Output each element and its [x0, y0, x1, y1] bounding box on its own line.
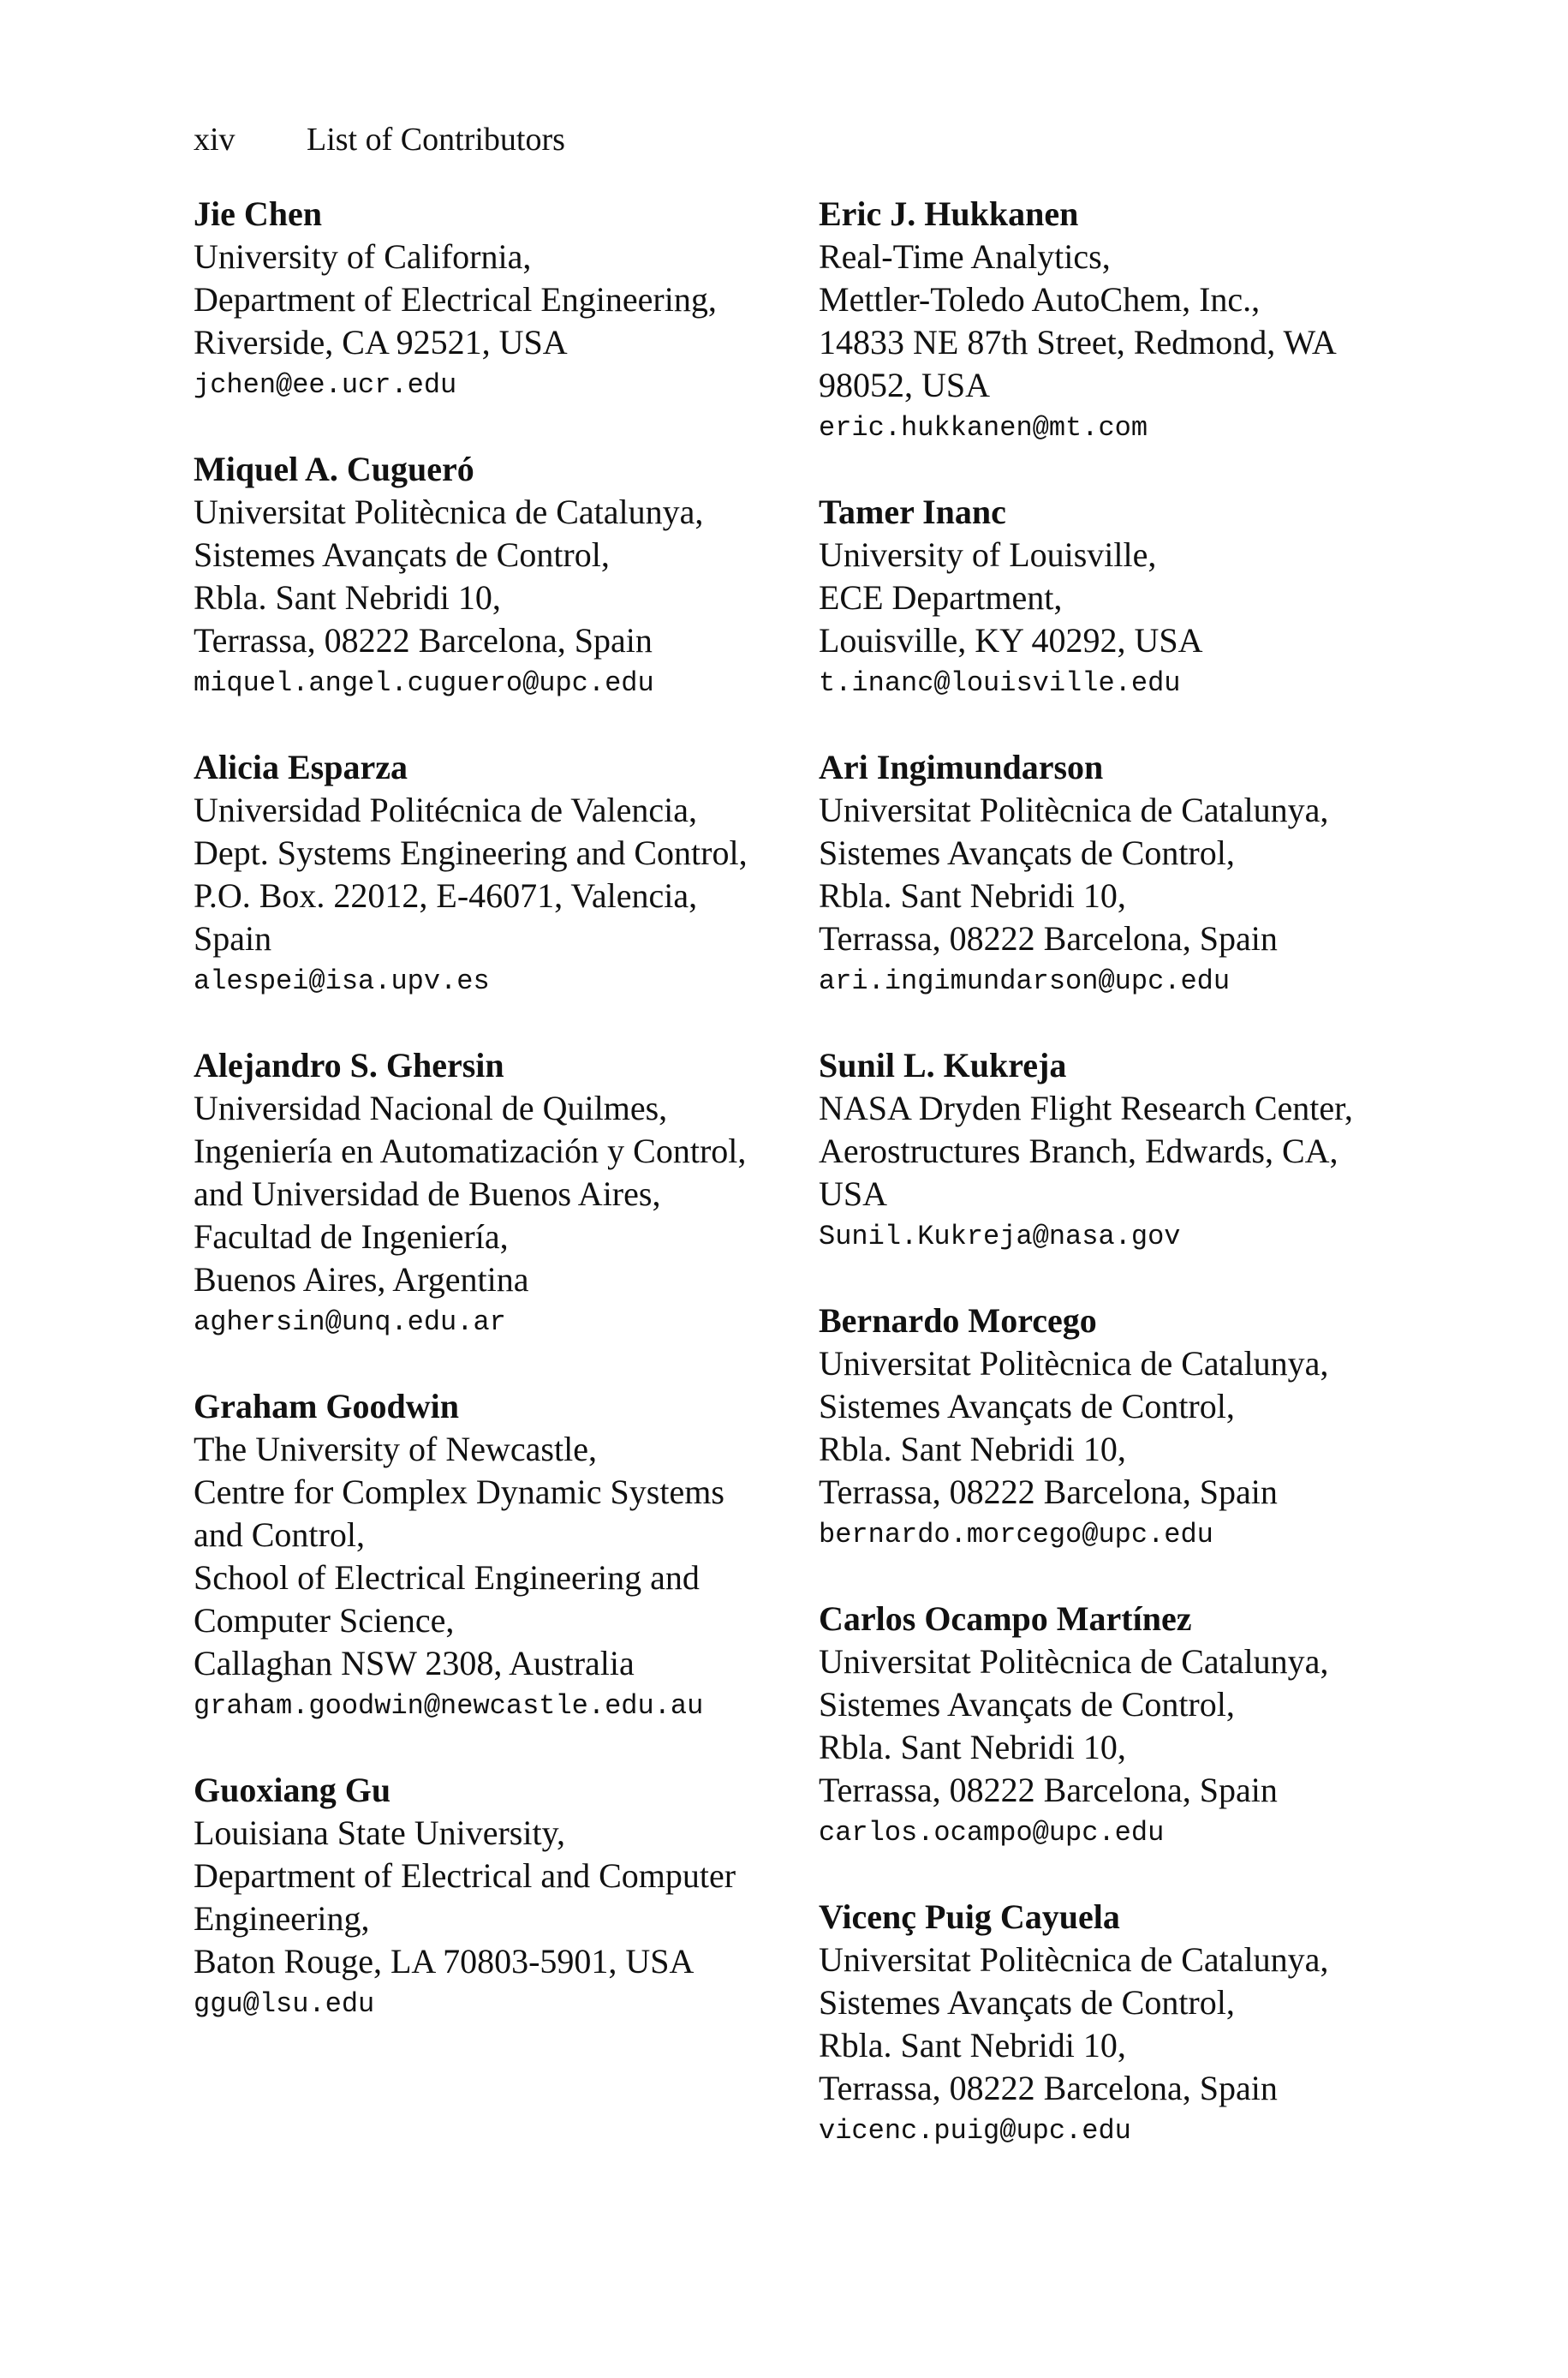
- contributor-affiliation-line: Department of Electrical Engineering,: [194, 280, 717, 319]
- contributor-affiliation-line: Universitat Politècnica de Catalunya,: [819, 1344, 1329, 1383]
- page-number: xiv: [194, 122, 235, 158]
- contributor-affiliation-line: Ingeniería en Automatización y Control,: [194, 1132, 747, 1170]
- contributor-affiliation-line: School of Electrical Engineering and: [194, 1558, 700, 1597]
- contributor-affiliation-line: Mettler-Toledo AutoChem, Inc.,: [819, 280, 1261, 319]
- contributor-affiliation-line: 98052, USA: [819, 366, 991, 404]
- contributor-affiliation-line: Terrassa, 08222 Barcelona, Spain: [194, 621, 653, 660]
- contributor-email: graham.goodwin@newcastle.edu.au: [194, 1690, 704, 1722]
- contributor-name: Carlos Ocampo Martínez: [819, 1599, 1192, 1638]
- contributor-email: ari.ingimundarson@upc.edu: [819, 965, 1231, 997]
- contributor-affiliation-line: Buenos Aires, Argentina: [194, 1260, 529, 1299]
- contributor-affiliation-line: University of Louisville,: [819, 535, 1157, 574]
- contributor-email: t.inanc@louisville.edu: [819, 667, 1181, 699]
- contributor-affiliation-line: Spain: [194, 919, 272, 958]
- contributor-affiliation-line: The University of Newcastle,: [194, 1430, 597, 1468]
- contributor-entry: [194, 1044, 819, 1344]
- contributor-affiliation-line: Louisville, KY 40292, USA: [819, 621, 1203, 660]
- contributor-affiliation-line: Baton Rouge, LA 70803-5901, USA: [194, 1942, 695, 1981]
- contributor-affiliation-line: Terrassa, 08222 Barcelona, Spain: [819, 2069, 1278, 2107]
- contributor-name: Graham Goodwin: [194, 1387, 460, 1425]
- contributor-affiliation-line: NASA Dryden Flight Research Center,: [819, 1089, 1353, 1127]
- contributor-affiliation-line: and Control,: [194, 1515, 365, 1554]
- contributor-name: Tamer Inanc: [819, 493, 1006, 531]
- contributor-affiliation-line: 14833 NE 87th Street, Redmond, WA: [819, 323, 1337, 361]
- contributor-name: Vicenç Puig Cayuela: [819, 1897, 1120, 1936]
- contributor-email: Sunil.Kukreja@nasa.gov: [819, 1221, 1181, 1252]
- contributor-name: Miquel A. Cugueró: [194, 450, 474, 488]
- contributor-affiliation-line: Callaghan NSW 2308, Australia: [194, 1644, 635, 1682]
- contributor-affiliation-line: USA: [819, 1174, 888, 1213]
- contributor-email: aghersin@unq.edu.ar: [194, 1306, 506, 1338]
- contributor-name: Guoxiang Gu: [194, 1771, 391, 1809]
- contributor-affiliation-line: Sistemes Avançats de Control,: [819, 1983, 1235, 2022]
- contributor-affiliation-line: Sistemes Avançats de Control,: [819, 833, 1235, 872]
- contributor-email: miquel.angel.cuguero@upc.edu: [194, 667, 654, 699]
- contributor-affiliation-line: Terrassa, 08222 Barcelona, Spain: [819, 919, 1278, 958]
- contributor-affiliation-line: Rbla. Sant Nebridi 10,: [194, 578, 501, 617]
- contributor-affiliation-line: Universitat Politècnica de Catalunya,: [819, 1940, 1329, 1979]
- contributor-affiliation-line: Terrassa, 08222 Barcelona, Spain: [819, 1473, 1278, 1511]
- contributor-affiliation-line: Engineering,: [194, 1899, 370, 1938]
- contributor-entry: [819, 1300, 1444, 1556]
- contributor-affiliation-line: Universitat Politècnica de Catalunya,: [819, 1642, 1329, 1681]
- contributor-name: Ari Ingimundarson: [819, 748, 1104, 786]
- contributor-affiliation-line: Real-Time Analytics,: [819, 237, 1111, 276]
- contributor-affiliation-line: University of California,: [194, 237, 532, 276]
- contributor-affiliation-line: Sistemes Avançats de Control,: [819, 1387, 1235, 1425]
- contributor-affiliation-line: Rbla. Sant Nebridi 10,: [819, 876, 1126, 915]
- contributor-affiliation-line: Sistemes Avançats de Control,: [194, 535, 610, 574]
- contributor-email: bernardo.morcego@upc.edu: [819, 1519, 1213, 1550]
- contributor-email: jchen@ee.ucr.edu: [194, 369, 457, 401]
- contributor-email: vicenc.puig@upc.edu: [819, 2115, 1131, 2147]
- contributor-affiliation-line: Computer Science,: [194, 1601, 455, 1640]
- contributor-name: Alejandro S. Ghersin: [194, 1046, 504, 1084]
- contributor-entry: [819, 491, 1444, 705]
- contributor-affiliation-line: Terrassa, 08222 Barcelona, Spain: [819, 1771, 1278, 1809]
- contributor-affiliation-line: Universidad Politécnica de Valencia,: [194, 791, 697, 829]
- contributor-affiliation-line: Centre for Complex Dynamic Systems: [194, 1473, 724, 1511]
- contributor-affiliation-line: Rbla. Sant Nebridi 10,: [819, 1728, 1126, 1766]
- section-title: List of Contributors: [307, 122, 565, 158]
- contributor-affiliation-line: Department of Electrical and Computer: [194, 1856, 736, 1895]
- contributor-entry: [194, 193, 819, 407]
- contributor-affiliation-line: Rbla. Sant Nebridi 10,: [819, 2026, 1126, 2064]
- contributor-affiliation-line: Rbla. Sant Nebridi 10,: [819, 1430, 1126, 1468]
- contributor-name: Jie Chen: [194, 194, 322, 233]
- contributor-entry: [194, 1385, 819, 1728]
- contributor-affiliation-line: Dept. Systems Engineering and Control,: [194, 833, 748, 872]
- contributor-affiliation-line: Facultad de Ingeniería,: [194, 1217, 509, 1256]
- contributor-affiliation-line: Universidad Nacional de Quilmes,: [194, 1089, 668, 1127]
- contributor-affiliation-line: Louisiana State University,: [194, 1813, 565, 1852]
- contributor-entry: [194, 448, 819, 705]
- contributor-entry: [819, 193, 1444, 450]
- contributor-entry: [819, 1598, 1444, 1855]
- contributor-email: eric.hukkanen@mt.com: [819, 412, 1148, 444]
- running-head: [194, 118, 565, 161]
- contributor-email: alespei@isa.upv.es: [194, 965, 490, 997]
- contributor-affiliation-line: Sistemes Avançats de Control,: [819, 1685, 1235, 1724]
- contributor-name: Alicia Esparza: [194, 748, 408, 786]
- contributor-entry: [819, 746, 1444, 1003]
- contributor-affiliation-line: Riverside, CA 92521, USA: [194, 323, 568, 361]
- contributor-affiliation-line: Aerostructures Branch, Edwards, CA,: [819, 1132, 1338, 1170]
- contributors-right-column: [819, 193, 1444, 2194]
- contributor-name: Bernardo Morcego: [819, 1301, 1097, 1340]
- contributor-entry: [819, 1044, 1444, 1258]
- contributor-name: Sunil L. Kukreja: [819, 1046, 1067, 1084]
- contributor-name: Eric J. Hukkanen: [819, 194, 1079, 233]
- contributor-affiliation-line: Universitat Politècnica de Catalunya,: [819, 791, 1329, 829]
- contributor-email: ggu@lsu.edu: [194, 1988, 375, 2020]
- contributors-left-column: [194, 193, 819, 2067]
- contributor-affiliation-line: P.O. Box. 22012, E-46071, Valencia,: [194, 876, 698, 915]
- contributor-affiliation-line: ECE Department,: [819, 578, 1063, 617]
- contributor-email: carlos.ocampo@upc.edu: [819, 1817, 1165, 1849]
- contributor-entry: [819, 1896, 1444, 2153]
- contributor-affiliation-line: Universitat Politècnica de Catalunya,: [194, 493, 704, 531]
- contributor-entry: [194, 1769, 819, 2026]
- contributor-affiliation-line: and Universidad de Buenos Aires,: [194, 1174, 661, 1213]
- contributor-entry: [194, 746, 819, 1003]
